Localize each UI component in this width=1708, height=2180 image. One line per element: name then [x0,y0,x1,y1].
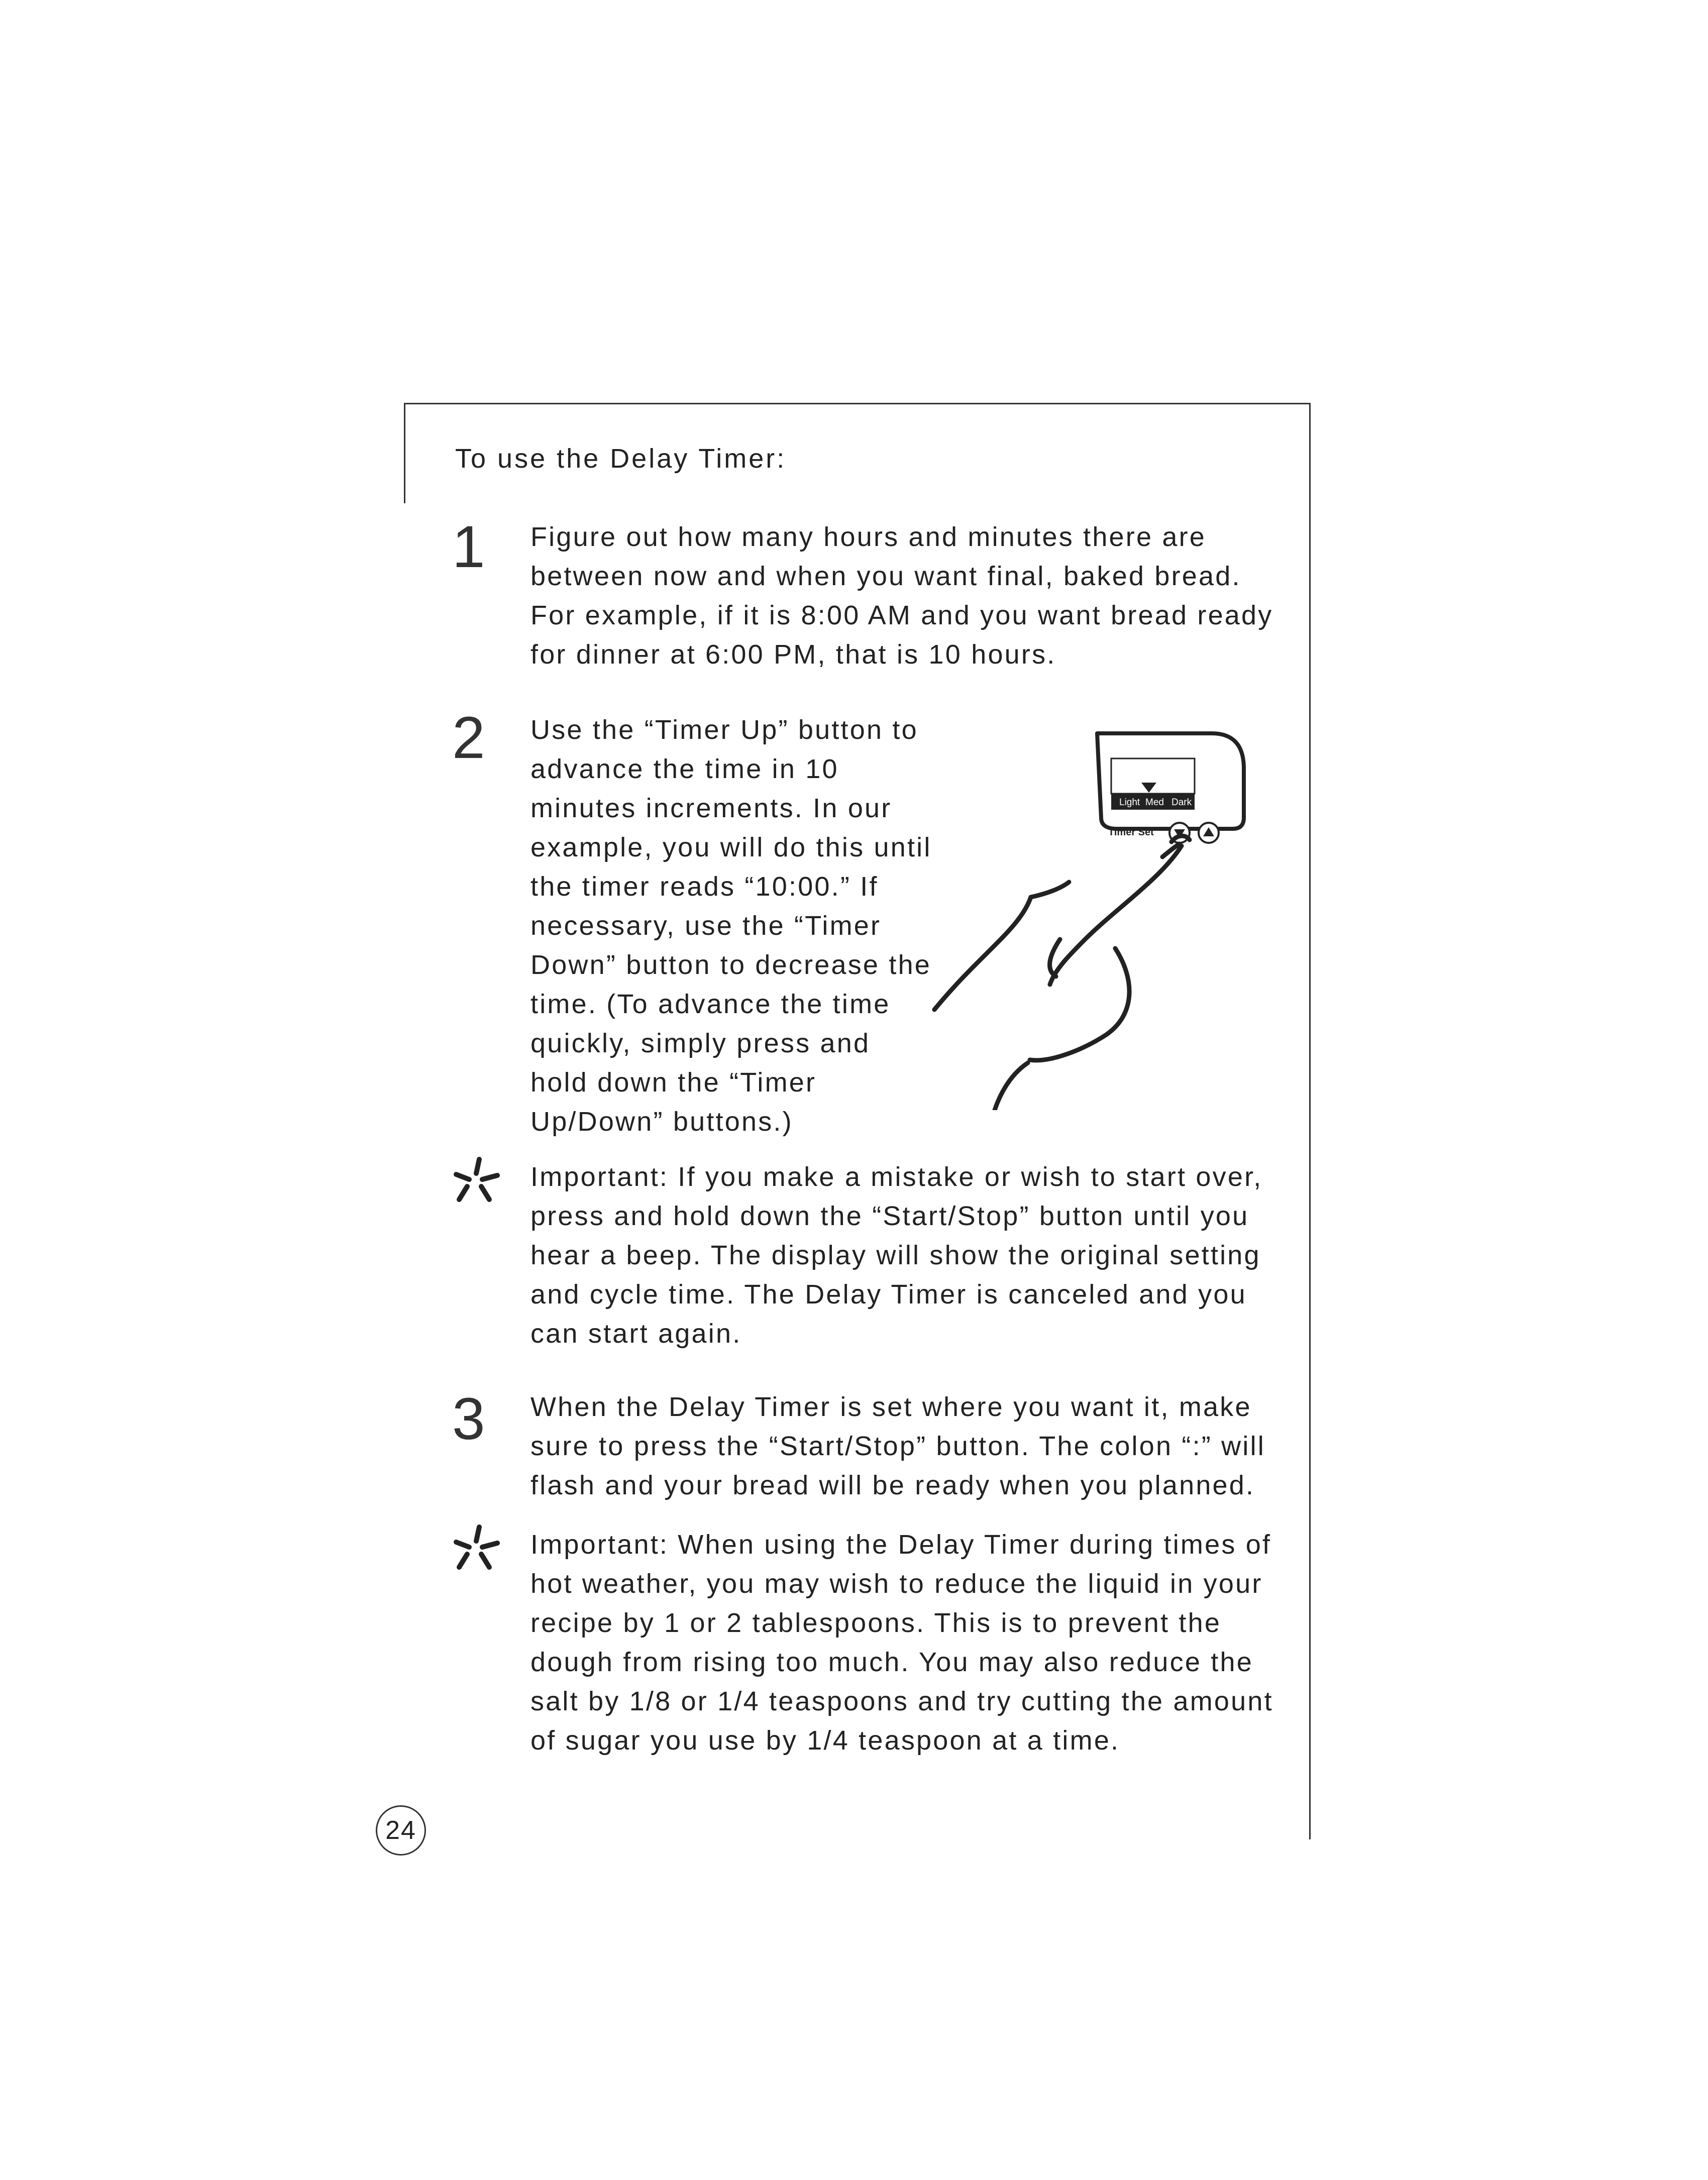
page-heading: To use the Delay Timer: [455,444,787,474]
note-1-line: press and hold down the “Start/Stop” button until you [530,1201,1249,1231]
step-1-line: For example, if it is 8:00 AM and you want bread ready [530,600,1273,630]
step-3-text [530,1387,1265,1505]
step-1-line: Figure out how many hours and minutes there are [530,522,1207,552]
step-2-text [530,710,932,1141]
note-1-line: Important: If you make a mistake or wish to start over, [530,1162,1263,1192]
step-2-line: hold down the “Timer [530,1067,817,1098]
step-2-line: minutes increments. In our [530,793,892,823]
control-panel-illustration [924,728,1256,1110]
crust-label-light: Light [1119,797,1140,808]
note-1-line: and cycle time. The Delay Timer is canceled and you [530,1279,1247,1310]
step-2-number: 2 [452,705,485,771]
page-number: 24 [376,1805,426,1856]
note-2-line: recipe by 1 or 2 tablespoons. This is to prevent the [530,1608,1222,1638]
timer-set-label: Timer Set [1108,827,1154,838]
step-3-line: flash and your bread will be ready when you planned. [530,1470,1255,1500]
frame-left-rule [404,403,405,503]
step-2-line: time. (To advance the time [530,989,891,1019]
pointing-hand-icon [934,836,1190,1110]
step-2-line: Use the “Timer Up” button to [530,715,918,745]
step-3-line: sure to press the “Start/Stop” button. The colon “:” will [530,1431,1265,1461]
note-2-text [530,1525,1273,1760]
frame-right-rule [1309,403,1311,1839]
note-1-line: hear a beep. The display will show the original setting [530,1240,1261,1270]
step-2-line: advance the time in 10 [530,754,839,784]
timer-up-button[interactable] [1199,823,1219,843]
note-1-text [530,1157,1263,1353]
note-2-line: dough from rising too much. You may also reduce the [530,1647,1253,1677]
display-window [1111,758,1195,794]
step-3-number: 3 [452,1386,485,1452]
step-1-line: for dinner at 6:00 PM, that is 10 hours. [530,639,1056,670]
step-1-text [530,517,1273,674]
note-2-line: of sugar you use by 1/4 teaspoon at a time. [530,1725,1120,1756]
step-1-line: between now and when you want final, baked bread. [530,561,1241,591]
asterisk-icon [450,1523,500,1573]
note-1-line: can start again. [530,1319,742,1349]
note-2-line: Important: When using the Delay Timer during times of [530,1530,1272,1560]
step-2-line: example, you will do this until [530,832,932,862]
step-2-line: Up/Down” buttons.) [530,1107,793,1137]
step-2-line: quickly, simply press and [530,1028,871,1058]
crust-label-med: Med [1145,797,1164,808]
step-1-number: 1 [452,514,485,580]
step-2-line: necessary, use the “Timer [530,911,882,941]
note-2-line: salt by 1/8 or 1/4 teaspoons and try cutting the amount [530,1686,1273,1716]
frame-top-rule [404,403,1310,404]
asterisk-icon [450,1155,500,1206]
step-3-line: When the Delay Timer is set where you want it, make [530,1392,1252,1422]
step-2-line: Down” button to decrease the [530,950,932,980]
note-2-line: hot weather, you may wish to reduce the liquid in your [530,1569,1263,1599]
crust-label-dark: Dark [1171,797,1192,808]
step-2-line: the timer reads “10:00.” If [530,871,879,902]
